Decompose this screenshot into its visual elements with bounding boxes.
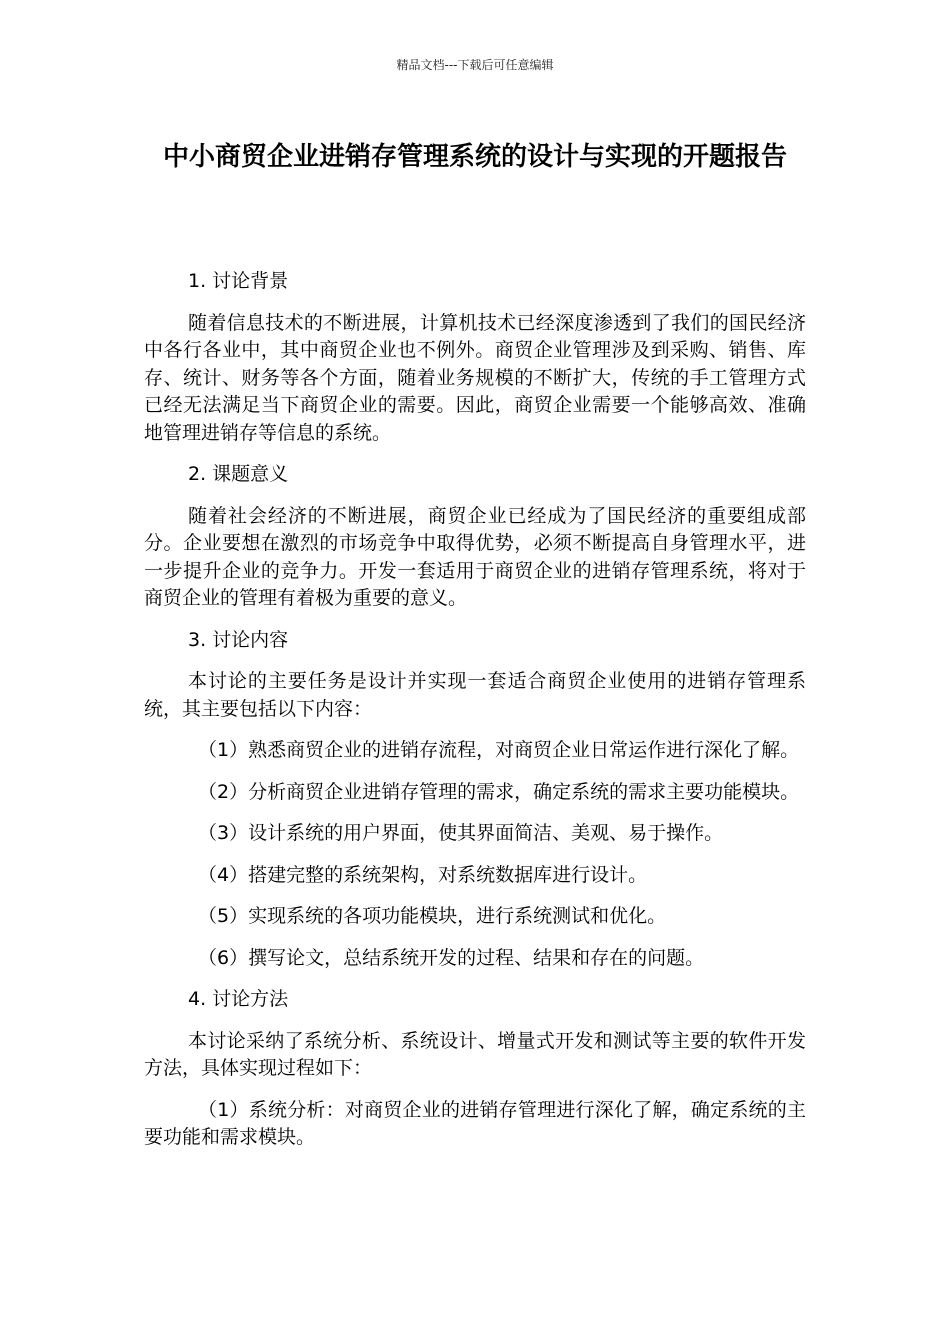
paragraph-methods-intro: 本讨论采纳了系统分析、系统设计、增量式开发和测试等主要的软件开发方法，具体实现过程如下： bbox=[144, 1029, 806, 1079]
paragraph-background: 随着信息技术的不断进展，计算机技术已经深度渗透到了我们的国民经济中各行各业中，其中商贸企业也不例外。商贸企业管理涉及到采购、销售、库存、统计、财务等各个方面，随着业务规模的不断扩大，传统的手工管理方式已经无法满足当下商贸企业的需要。因此，商贸企业需要一个能够高效、准确地管理进销存等信息的系统。 bbox=[144, 311, 806, 444]
document-body bbox=[144, 268, 806, 1166]
section-heading-methods: 4. 讨论方法 bbox=[188, 988, 289, 1010]
section-heading-significance: 2. 课题意义 bbox=[188, 463, 289, 485]
section-heading-content: 3. 讨论内容 bbox=[188, 628, 289, 651]
list-item: （2）分析商贸企业进销存管理的需求，确定系统的需求主要功能模块。 bbox=[198, 780, 800, 803]
page-header-watermark: 精品文档---下载后可任意编辑 bbox=[396, 58, 554, 72]
list-item: （1）熟悉商贸企业的进销存流程，对商贸企业日常运作进行深化了解。 bbox=[198, 739, 800, 761]
document-title: 中小商贸企业进销存管理系统的设计与实现的开题报告 bbox=[162, 142, 787, 172]
list-item: （1）系统分析：对商贸企业的进销存管理进行深化了解，确定系统的主要功能和需求模块。 bbox=[144, 1098, 806, 1148]
list-item: （6）撰写论文，总结系统开发的过程、结果和存在的问题。 bbox=[198, 946, 705, 969]
paragraph-significance: 随着社会经济的不断进展，商贸企业已经成为了国民经济的重要组成部分。企业要想在激烈的市场竞争中取得优势，必须不断提高自身管理水平，进一步提升企业的竞争力。开发一套适用于商贸企业的进销存管理系统，将对于商贸企业的管理有着极为重要的意义。 bbox=[144, 504, 806, 609]
section-heading-background: 1. 讨论背景 bbox=[188, 270, 289, 292]
paragraph-content-intro: 本讨论的主要任务是设计并实现一套适合商贸企业使用的进销存管理系统，其主要包括以下内容： bbox=[144, 670, 806, 720]
list-item: （5）实现系统的各项功能模块，进行系统测试和优化。 bbox=[198, 905, 667, 927]
list-item: （4）搭建完整的系统架构，对系统数据库进行设计。 bbox=[198, 863, 648, 886]
list-item: （3）设计系统的用户界面，使其界面简洁、美观、易于操作。 bbox=[198, 822, 724, 844]
